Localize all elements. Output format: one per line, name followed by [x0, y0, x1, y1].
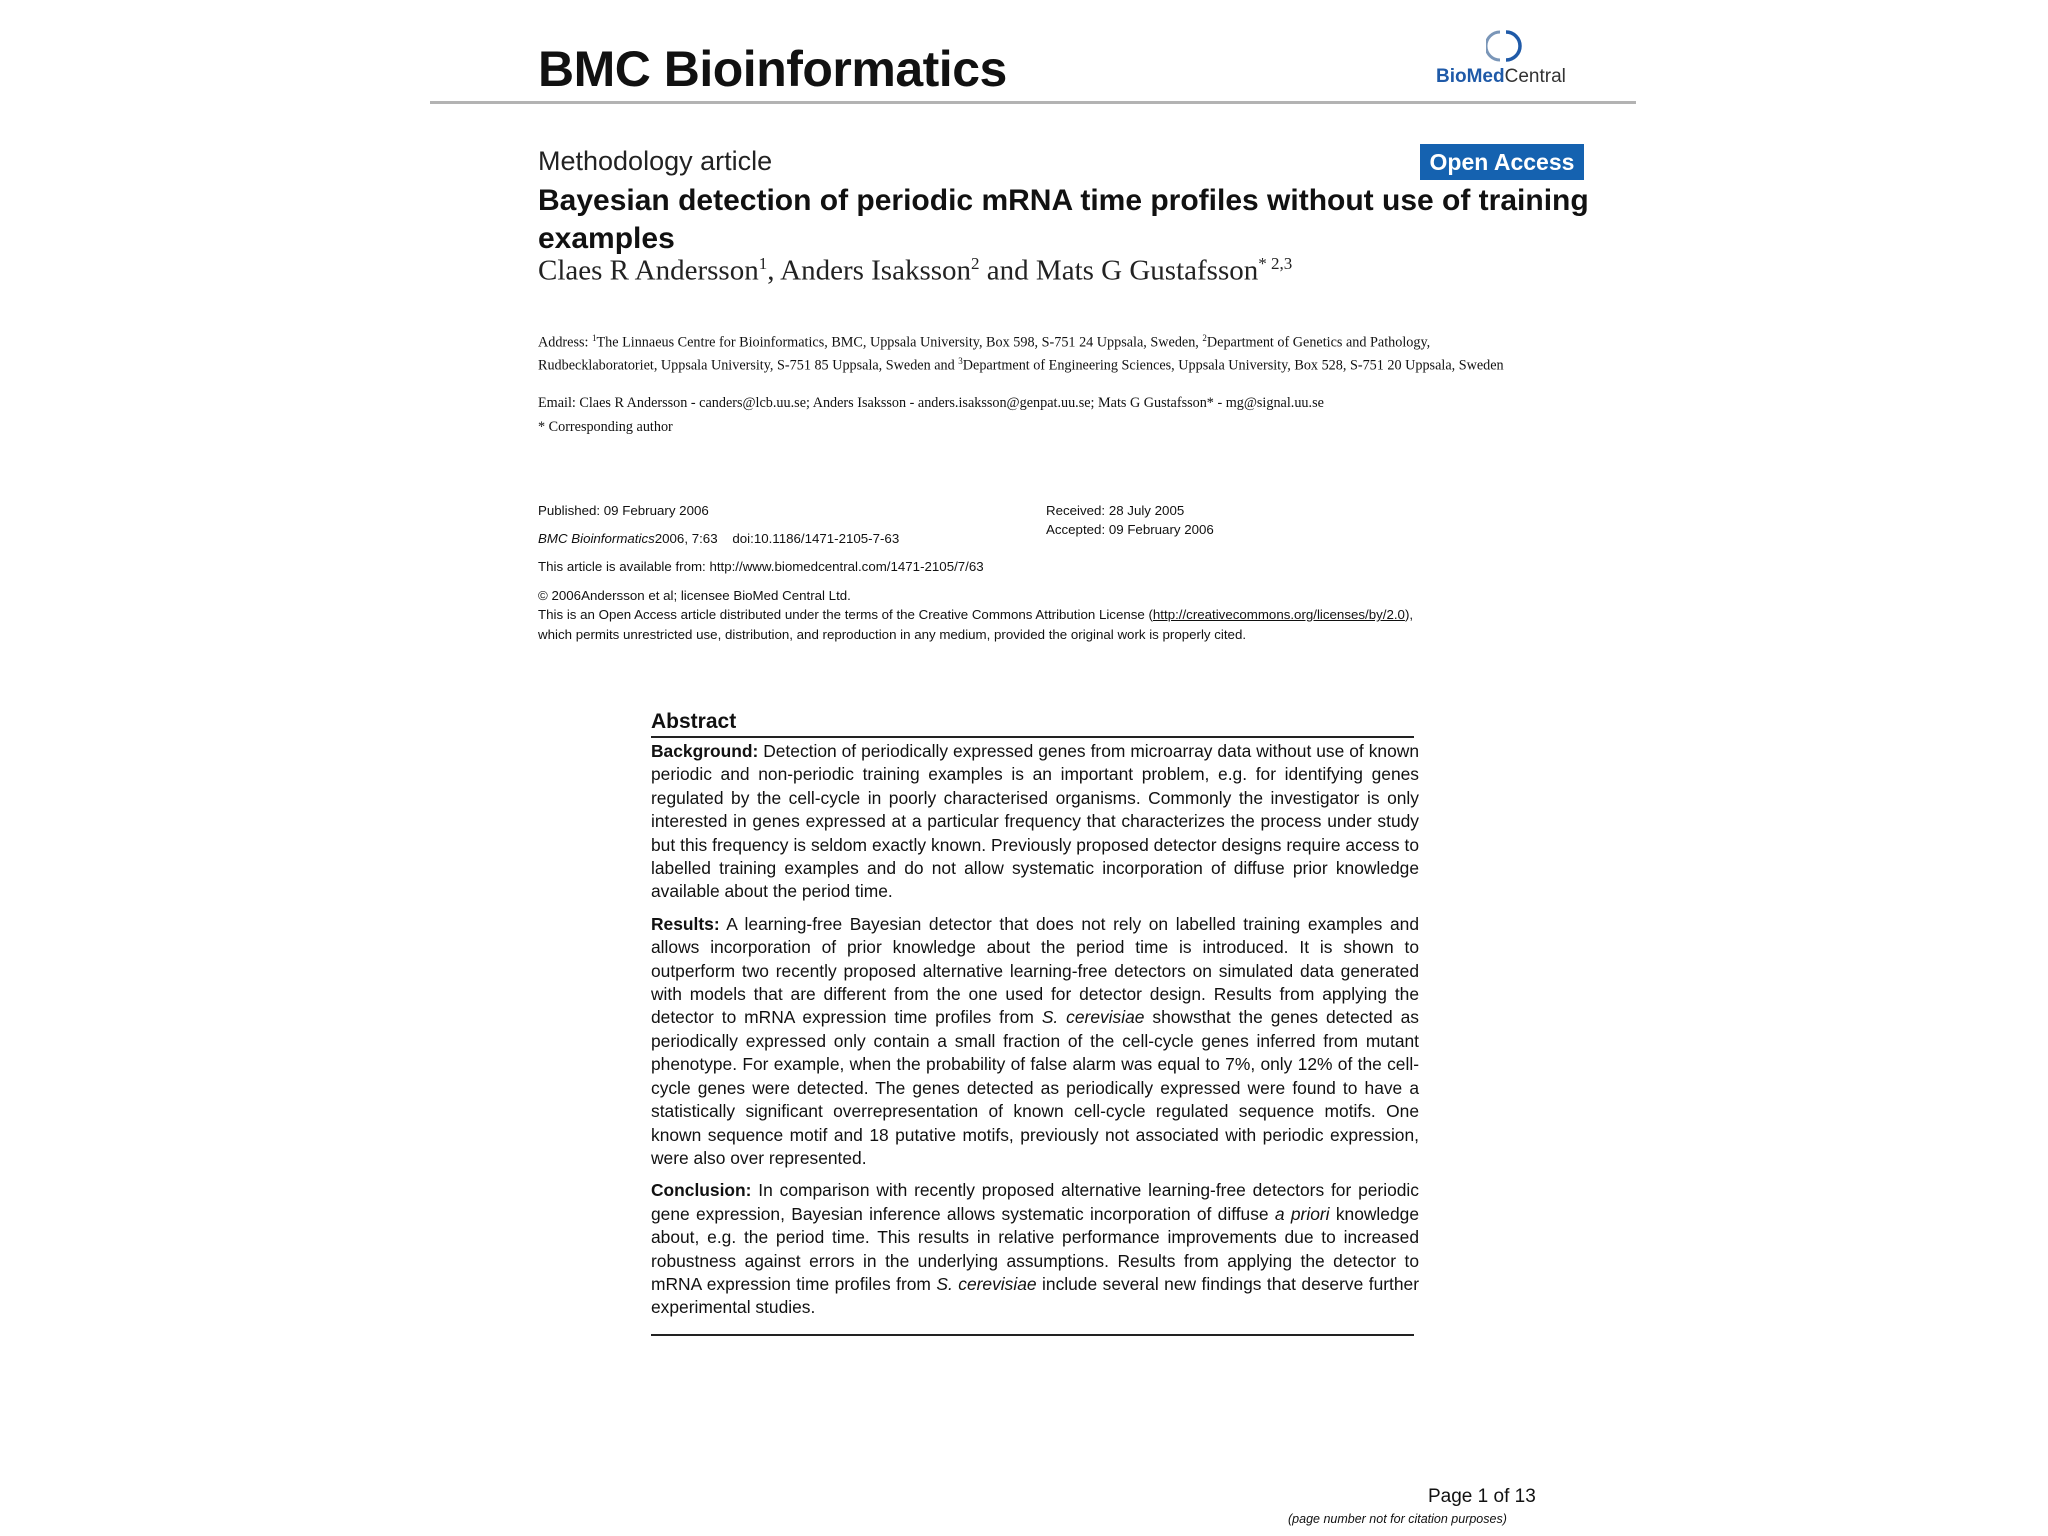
abstract-section-text: include several new findings that deserve further experimental studies.	[651, 1273, 1419, 1318]
address-sup: 1	[592, 333, 597, 343]
abstract-section-label: Results:	[651, 913, 720, 934]
address-part: Department of Genetics and Pathology, Rudbecklaboratoriet, Uppsala University, S-751 85 Uppsala, Sweden and	[538, 334, 1431, 374]
species-name: S. cerevisiae	[936, 1273, 1037, 1294]
author-list	[538, 254, 1292, 288]
a-priori-term: a priori	[1274, 1203, 1330, 1224]
corresponding-author-note: * Corresponding author	[538, 419, 673, 435]
abstract-section-text: showsthat the genes detected as periodically expressed only contain a small fraction of the cell-cycle genes inferred from mutant phenotype. For example, when the probability of false alarm was equal to 7%, only 12% of the cell-cycle genes were detected. The genes detected as periodically expressed were found to have a statistically significant overrepresentation of known cell-cycle regulated sequence motifs. One known sequence motif and 18 putative motifs, previously not associated with periodic expression, were also over represented.	[651, 1007, 1420, 1168]
paper-title: Bayesian detection of periodic mRNA time profiles without use of training examples	[538, 184, 1589, 255]
address-sup: 3	[958, 355, 963, 366]
abstract-section-text: Detection of periodically expressed genes from microarray data without use of known periodic and non-periodic training examples is an important problem, e.g. for identifying genes regulated by the cell-cycle in poorly characterised organisms. Commonly the investigator is only interested in genes expressed at a particular frequency that characterizes the process under study but this frequency is seldom exactly known. Previously proposed detector designs require access to labelled training examples and do not allow systematic incorporation of diffuse prior knowledge available about the period time.	[651, 741, 1419, 902]
address-part: The Linnaeus Centre for Bioinformatics, BMC, Uppsala University, Box 598, S-751 24 Uppsala, Sweden,	[596, 334, 1203, 351]
open-access-badge: Open Access	[1420, 144, 1584, 180]
abstract-background	[651, 740, 1419, 904]
address-part: Department of Engineering Sciences, Uppsala University, Box 528, S-751 20 Uppsala, Sweden	[962, 357, 1504, 374]
abstract-results	[651, 913, 1419, 1170]
article-url-line: This article is available from: http://www.biomedcentral.com/1471-2105/7/63	[538, 559, 984, 574]
address-sup: 2	[1202, 333, 1207, 343]
biomed-central-logo-text	[1436, 66, 1566, 88]
copyright-line: © 2006Andersson et al; licensee BioMed Central Ltd.	[538, 588, 851, 603]
affiliation-address	[538, 329, 1538, 374]
license-line	[538, 607, 1413, 622]
abstract-heading: Abstract	[651, 710, 737, 733]
license-text: This is an Open Access article distributed under the terms of the Creative Commons Attribution License (	[538, 607, 1153, 622]
page-number-note: (page number not for citation purposes)	[1288, 1512, 1507, 1526]
license-line-2: which permits unrestricted use, distribution, and reproduction in any medium, provided the original work is properly cited.	[538, 627, 1247, 642]
biomed-central-logo	[1436, 28, 1566, 92]
article-type: Methodology article	[538, 146, 773, 176]
author-affiliation-sup: 1	[758, 254, 768, 273]
biomed-central-logo-icon	[1486, 28, 1522, 64]
author-emails: Email: Claes R Andersson - canders@lcb.uu.se; Anders Isaksson - anders.isaksson@genpat.uu.se; Mats G Gustafsson* - mg@signal.uu.se	[538, 395, 1324, 411]
license-text-end: ),	[1404, 607, 1414, 622]
logo-med: Med	[1466, 66, 1505, 87]
author-separator: and	[979, 254, 1036, 287]
author-separator: ,	[767, 254, 781, 287]
accepted-date: Accepted: 09 February 2006	[1046, 522, 1214, 537]
abstract-body	[651, 740, 1419, 1329]
abstract-section-text: A learning-free Bayesian detector that does not rely on labelled training examples and allows incorporation of prior knowledge about the period time is introduced. It is shown to outperform two recently proposed alternative learning-free detectors on simulated data generated with models that are different from the one used for detector design. Results from applying the detector to mRNA expression time profiles from	[651, 913, 1419, 1028]
abstract-section-text: In comparison with recently proposed alternative learning-free detectors for periodic gene expression, Bayesian inference allows systematic incorporation of diffuse	[651, 1180, 1419, 1224]
abstract-section-label: Background:	[651, 741, 759, 761]
author-affiliation-sup: 2	[971, 254, 980, 273]
published-date: Published: 09 February 2006	[538, 503, 709, 518]
citation-journal: BMC Bioinformatics	[538, 531, 655, 546]
logo-central: Central	[1504, 66, 1566, 87]
abstract-section-label: Conclusion:	[651, 1180, 752, 1201]
journal-title: BMC Bioinformatics	[538, 41, 1007, 97]
license-link[interactable]: http://creativecommons.org/licenses/by/2.0	[1152, 607, 1405, 622]
abstract-top-rule	[651, 736, 1414, 738]
abstract-bottom-rule	[651, 1334, 1414, 1336]
author-name[interactable]: Claes R Andersson	[538, 254, 759, 287]
abstract-section-text: knowledge about, e.g. the period time. This results in relative performance improvements due to increased robustness against errors in the underlying assumptions. Results from applying the detector to mRNA expression time profiles from	[651, 1203, 1419, 1294]
page-number: Page 1 of 13	[1428, 1486, 1536, 1507]
header-divider	[430, 101, 1636, 104]
author-name[interactable]: Anders Isaksson	[780, 254, 972, 287]
address-label: Address:	[538, 334, 592, 351]
citation-line	[538, 531, 899, 546]
author-affiliation-sup: * 2,3	[1258, 254, 1293, 273]
species-name: S. cerevisiae	[1041, 1007, 1145, 1028]
received-date: Received: 28 July 2005	[1046, 503, 1185, 518]
citation-doi: 2006, 7:63 doi:10.1186/1471-2105-7-63	[654, 531, 900, 546]
author-name[interactable]: Mats G Gustafsson	[1035, 254, 1259, 287]
logo-bio: Bio	[1436, 66, 1467, 87]
abstract-conclusion	[651, 1179, 1419, 1319]
